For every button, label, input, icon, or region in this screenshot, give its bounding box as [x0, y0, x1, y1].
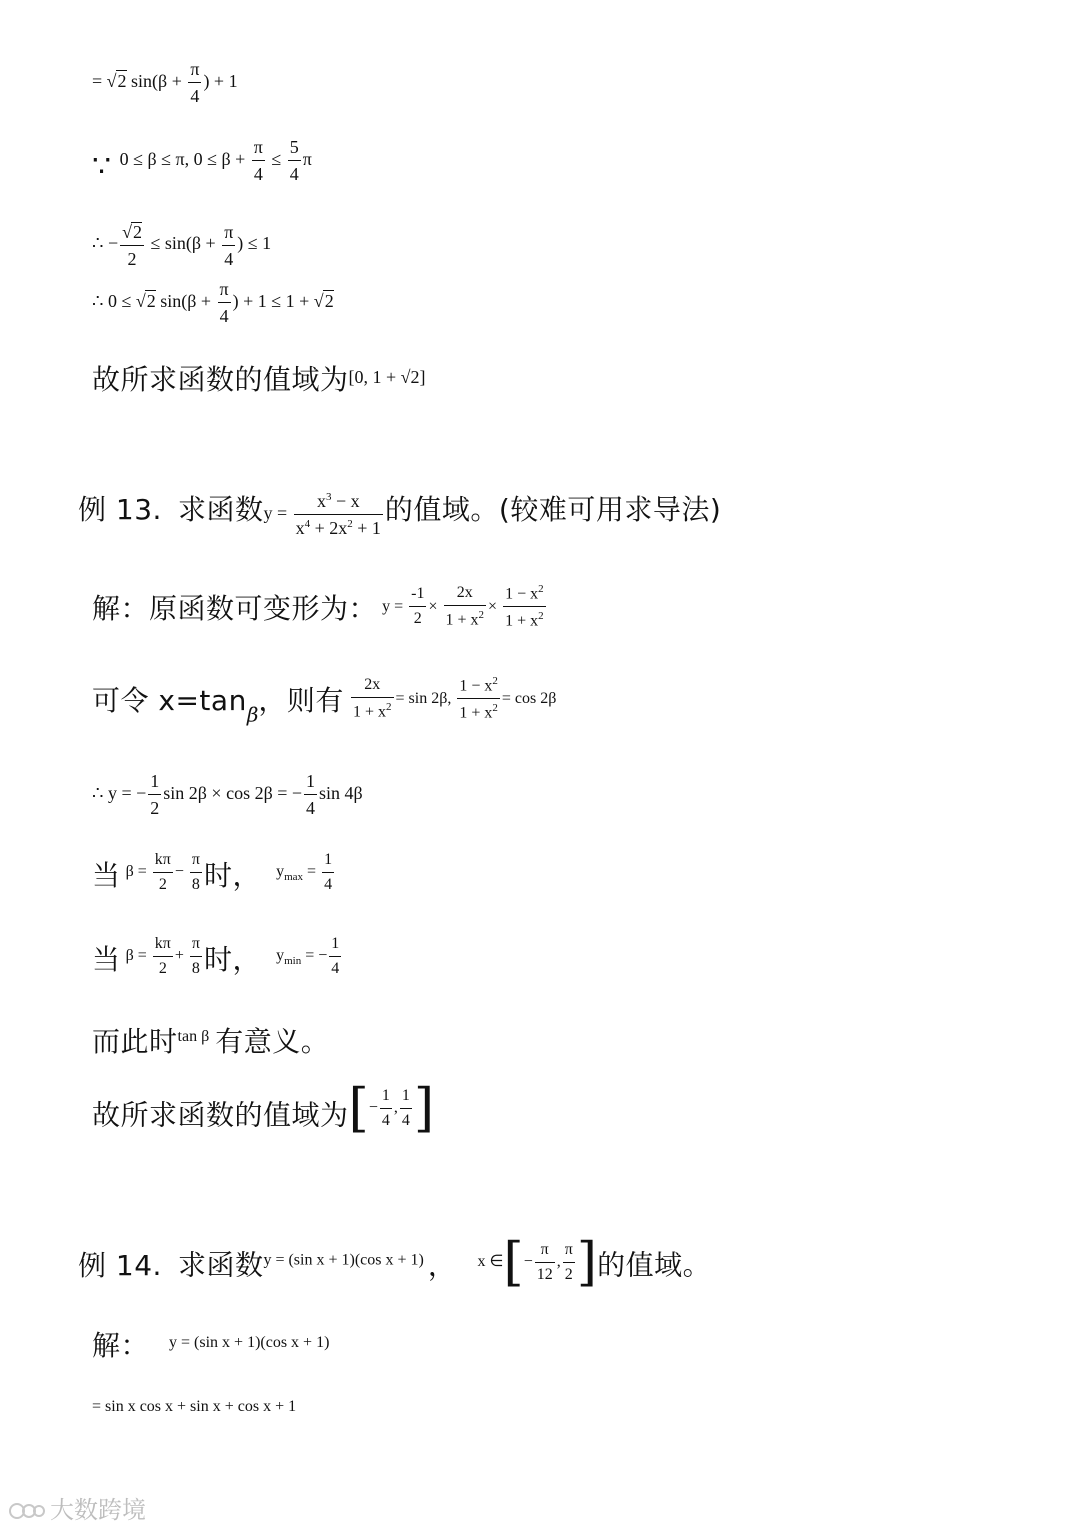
line-4: ∴ 0 ≤ √2 sin(β + $\frac{\pi}{4}$ ) + 1 ≤ 1 + √2 — [92, 279, 334, 326]
watermark-text: 大数跨境 — [50, 1496, 146, 1524]
line-5 — [92, 358, 426, 398]
line-9: ∴ y = − $\frac{1}{2}$ sin 2β × cos 2β = − $\frac{1}{4}$ sin 4β — [92, 771, 363, 818]
line-15-text: 解： — [92, 1329, 150, 1362]
because-symbol: ∵ — [92, 150, 112, 184]
line-15-math: y = (sin x + 1)(cos x + 1) — [169, 1334, 330, 1351]
watermark — [8, 1490, 146, 1525]
line-10-text-1: 当 — [92, 859, 121, 892]
line-13-text: 故所求函数的值域为 — [92, 1098, 349, 1132]
example-14-function: y = (sin x + 1)(cos x + 1) — [263, 1251, 424, 1269]
line-1: = √2 sin(β + $\frac{\pi}{4}$ ) + 1 — [92, 59, 238, 106]
line-8-comma: ，则有 — [258, 683, 344, 717]
line-5-text: 故所求函数的值域为 — [92, 363, 349, 396]
line-8: 可令 x=tanβ，则有 $\frac{2x}{1 + x^2}$ = sin 2β, $\frac{1 - x^2}{1 + x^2}$ = cos 2β — [92, 675, 557, 727]
line-3: ∴ − $\frac{√2}{2}$ ≤ sin(β + $\frac{\pi}{4}$ ) ≤ 1 — [92, 221, 272, 269]
line-16-math: = sin x cos x + sin x + cos x + 1 — [92, 1398, 297, 1415]
line-12-text-1: 而此时 — [92, 1025, 178, 1058]
line-15 — [92, 1324, 329, 1364]
example-14-suffix: 的值域。 — [597, 1248, 712, 1282]
line-2: ∵ 0 ≤ β ≤ π, 0 ≤ β + $\frac{\pi}{4}$ ≤ $\frac{5}{4}$ π — [92, 137, 312, 184]
example-14-heading: 例 14. 求函数y = (sin x + 1)(cos x + 1) ， x ∈[− $\frac{\pi}{12}$ , $\frac{\pi}{2}$ ]的值域。 — [78, 1232, 712, 1292]
line-10: 当 β = $\frac{k\pi}{2}$ − $\frac{\pi}{8}$ 时， $y_{max}$ = $\frac{1}{4}$ — [92, 851, 333, 893]
line-7: 解：原函数可变形为： y = $\frac{-1}{2}$ × $\frac{2x}{1 + x^2}$ × $\frac{1 - x^2}{1 + x^2}$ — [92, 583, 544, 630]
line-8-text: 可令 x=tan — [92, 683, 247, 717]
line-12-text-2: 有意义。 — [215, 1025, 330, 1058]
example-13-suffix: 的值域。(较难可用求导法) — [384, 493, 722, 526]
line-7-text: 解：原函数可变形为： — [92, 591, 378, 625]
example-13-prefix: 求函数 — [177, 493, 264, 526]
line-11: 当 β = $\frac{k\pi}{2}$ + $\frac{\pi}{8}$ 时， $y_{min}$ = − $\frac{1}{4}$ — [92, 935, 340, 977]
line-8-beta: β — [246, 702, 259, 727]
line-11-text-1: 当 — [92, 943, 121, 976]
line-12-math: tan β — [177, 1028, 210, 1045]
line-16 — [92, 1398, 296, 1416]
example-14-prefix: 求函数 — [177, 1248, 264, 1282]
line-5-math: [0, 1 + √2] — [348, 367, 426, 387]
line-10-text-2: 时， — [203, 859, 261, 892]
example-14-comma: ， — [427, 1248, 457, 1282]
line-11-text-2: 时， — [203, 943, 261, 976]
watermark-logo-icon — [8, 1498, 46, 1524]
example-13-label: 例 13. — [78, 493, 162, 526]
line-12 — [92, 1020, 329, 1060]
example-14-label: 例 14. — [78, 1248, 162, 1282]
example-13-heading: 例 13. 求函数y = $\frac{x^3 - x}{x^4 + 2x^2 + 1}$ 的值域。(较难可用求导法) — [78, 491, 722, 539]
line-13: 故所求函数的值域为[− $\frac{1}{4}$ , $\frac{1}{4}$ ] — [92, 1078, 435, 1138]
